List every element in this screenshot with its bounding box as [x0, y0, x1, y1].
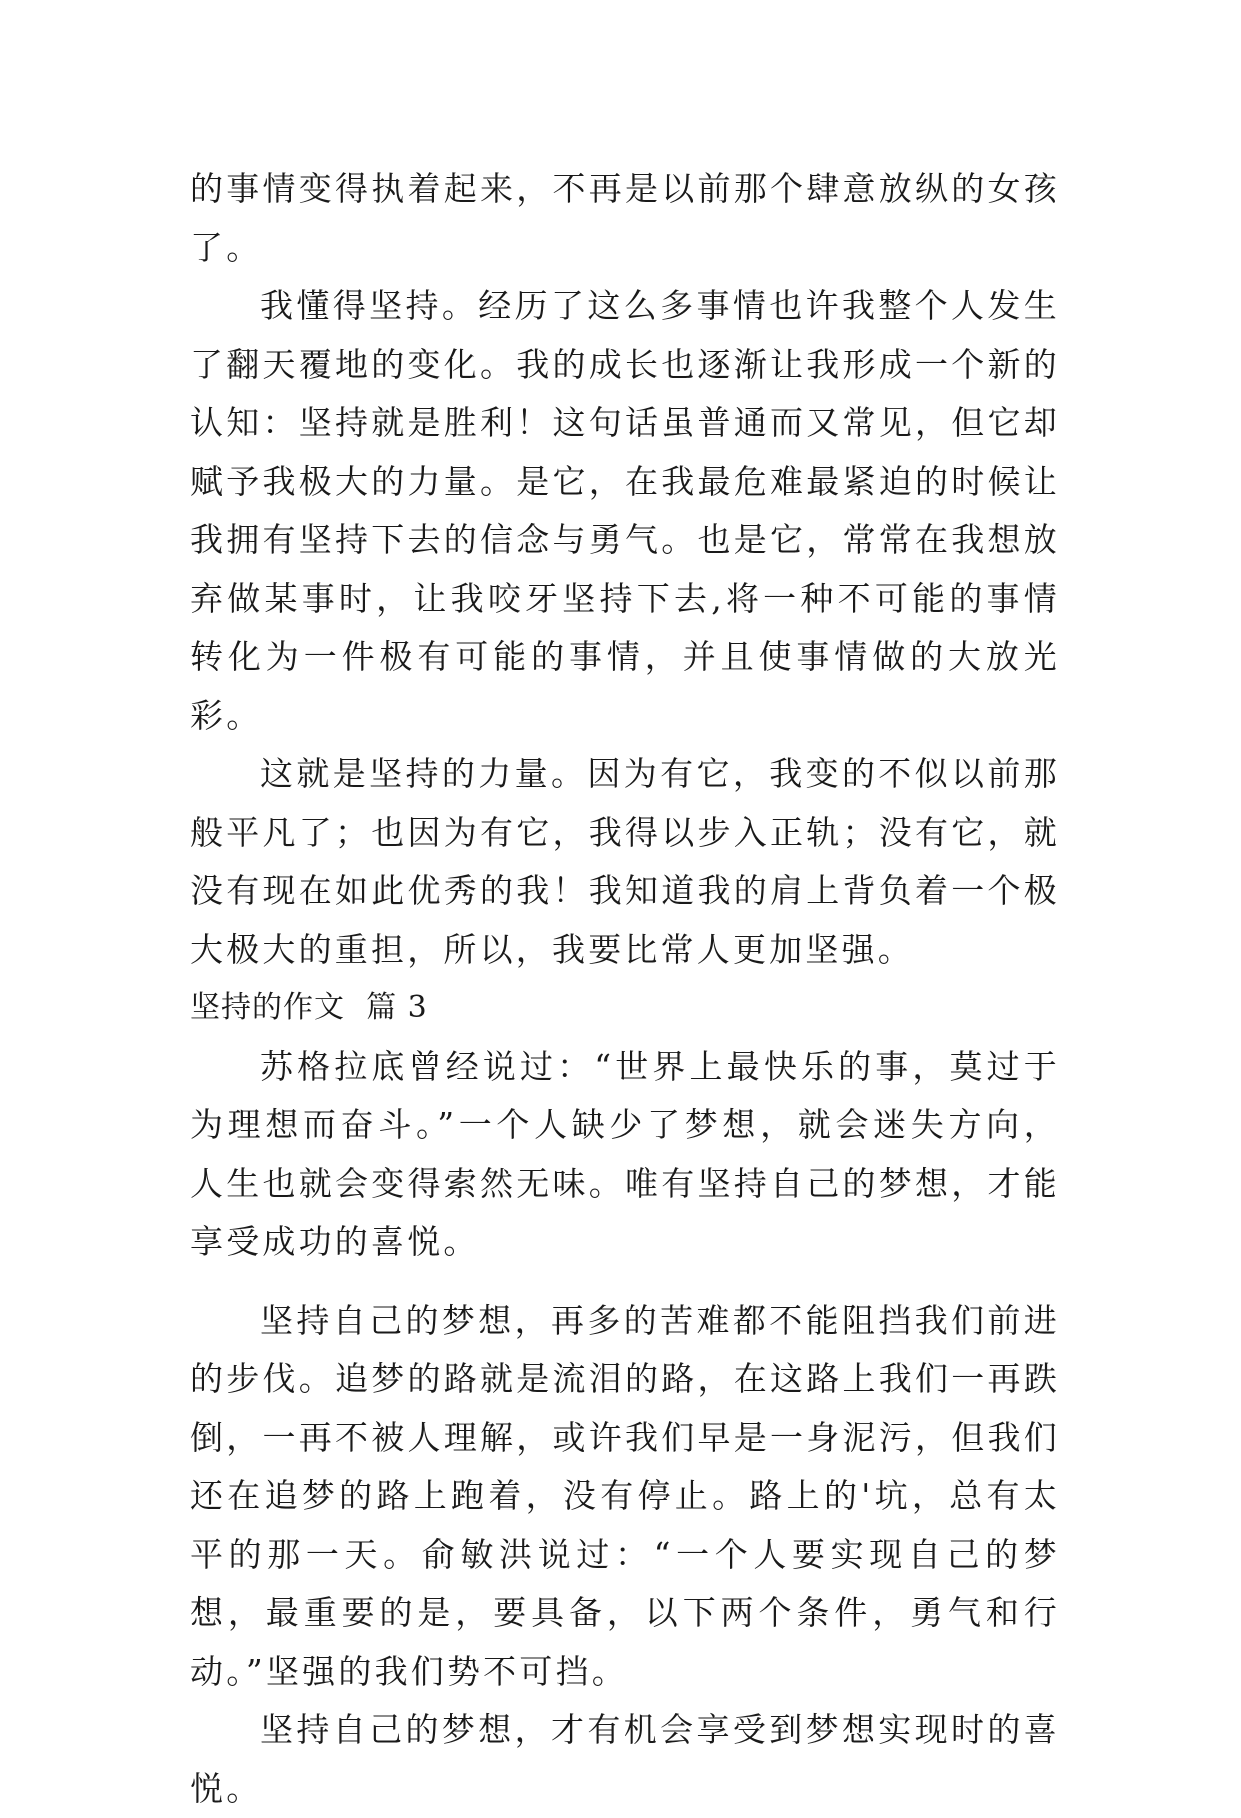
paragraph-gap — [190, 1272, 1060, 1292]
paragraph-persistence: 我懂得坚持。经历了这么多事情也许我整个人发生了翻天覆地的变化。我的成长也逐渐让我形成一个新的认知：坚持就是胜利！这句话虽普通而又常见，但它却赋予我极大的力量。是它，在我最危难最紧迫的时候让我拥有坚持下去的信念与勇气。也是它，常常在我想放弃做某事时，让我咬牙坚持下去,将一种不可能的事情转化为一件极有可能的事情，并且使事情做的大放光彩。 — [190, 286, 1060, 735]
paragraph-power-of-persistence: 这就是坚持的力量。因为有它，我变的不似以前那般平凡了；也因为有它，我得以步入正轨；没有它，就没有现在如此优秀的我！我知道我的肩上背负着一个极大极大的重担，所以，我要比常人更加坚强。 — [190, 754, 1060, 969]
section-heading: 坚持的作文 篇 3 — [190, 990, 428, 1025]
paragraph-dream-joy: 坚持自己的梦想，才有机会享受到梦想实现时的喜悦。 — [190, 1710, 1060, 1808]
paragraph-socrates-quote: 苏格拉底曾经说过：“世界上最快乐的事，莫过于为理想而奋斗。”一个人缺少了梦想，就会迷失方向，人生也就会变得索然无味。唯有坚持自己的梦想，才能享受成功的喜悦。 — [190, 1046, 1060, 1261]
document-page — [190, 160, 1060, 1818]
paragraph-chasing-dreams: 坚持自己的梦想，再多的苦难都不能阻挡我们前进的步伐。追梦的路就是流泪的路，在这路上我们一再跌倒，一再不被人理解，或许我们早是一身泥污，但我们还在追梦的路上跑着，没有停止。路上的'坑，总有太平的那一天。俞敏洪说过：“一个人要实现自己的梦想，最重要的是，要具备，以下两个条件，勇气和行动。”坚强的我们势不可挡。 — [190, 1300, 1060, 1691]
paragraph-continuation: 的事情变得执着起来，不再是以前那个肆意放纵的女孩了。 — [190, 169, 1060, 267]
